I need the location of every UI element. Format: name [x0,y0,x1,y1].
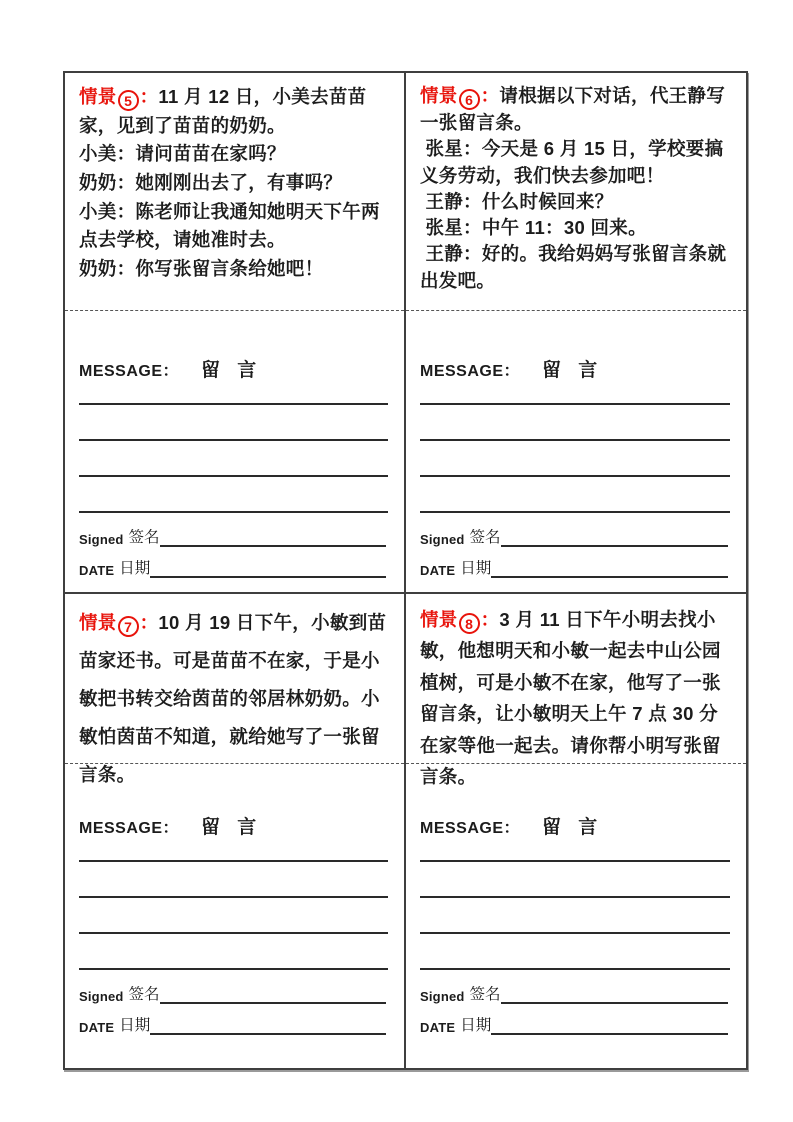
message-blank-line [79,477,388,513]
message-heading [420,355,730,382]
message-label-cn: 留 言 [201,360,263,381]
scenario-text-area [65,594,404,785]
scenario-intro: 请根据以下对话，代王静写一张留言条。 [420,85,726,133]
message-label-cn: 留 言 [201,817,263,838]
scenario-label: 情景 8 ： [420,609,500,632]
message-label: MESSAGE： [420,820,521,837]
scenario-number-badge: 5 [118,90,139,111]
message-blank-line [420,934,730,970]
signed-label: Signed [79,532,124,547]
scenario-intro: 3 月 11 日下午小明去找小敏，他想明天和小敏一起去中山公园植树，可是小敏不在家，他写了一张留言条，让小敏明天上午 7 点 30 分在家等他一起去。请你帮小明写张留言条。 [420,609,721,788]
message-form [406,311,746,592]
scenario-table [63,71,748,1070]
dialog-line: 奶奶：你写张留言条给她吧！ [79,258,324,280]
scenario-paragraph [420,83,734,294]
date-label: DATE [420,563,456,578]
signed-label-cn: 签名 [128,529,160,546]
date-label-cn: 日期 [119,560,151,577]
signed-label-cn: 签名 [469,986,501,1003]
message-label: MESSAGE： [79,820,180,837]
message-blank-line [420,898,730,934]
message-form [406,764,746,1068]
date-row [79,558,388,578]
message-heading [79,812,388,839]
message-label-cn: 留 言 [542,360,604,381]
scenario-text-area [406,73,746,310]
signed-label-cn: 签名 [128,986,160,1003]
message-blank-line [79,405,388,441]
scenario-intro: 10 月 19 日下午，小敏到苗苗家还书。可是苗苗不在家，于是小敏把书转交给茵苗的邻居林奶奶。小敏怕茵苗不知道，就给她写了一张留言条。 [79,612,387,785]
scenario-intro: 11 月 12 日，小美去苗苗家，见到了苗苗的奶奶。 [79,86,367,136]
signed-row [420,984,730,1004]
message-blank-line [420,441,730,477]
message-lines [79,839,388,970]
scenario-text-area [65,73,404,310]
date-label-cn: 日期 [460,560,492,577]
dialog-line: 王静：什么时候回来？ [420,190,614,212]
message-label: MESSAGE： [79,363,180,380]
scenario-number-badge: 6 [459,89,480,110]
message-blank-line [420,405,730,441]
message-label: MESSAGE： [420,363,521,380]
message-blank-line [420,382,730,405]
signed-label-cn: 签名 [469,529,501,546]
date-underline [491,556,728,578]
signed-underline [501,982,728,1004]
date-label-cn: 日期 [119,1017,151,1034]
message-blank-line [79,934,388,970]
message-lines [79,382,388,513]
message-blank-line [420,839,730,862]
scenario-paragraph [79,83,392,284]
date-label-cn: 日期 [460,1017,492,1034]
scenario-cell-7 [65,594,406,1068]
message-form [65,764,404,1068]
scenario-cell-5 [65,73,406,594]
date-underline [150,1013,386,1035]
dialog-line: 张星：中午 11：30 回来。 [420,217,647,239]
dialog-line: 小美：请问苗苗在家吗？ [79,143,286,165]
message-form [65,311,404,592]
message-heading [79,355,388,382]
scenario-label: 情景 6 ： [420,85,500,108]
date-underline [150,556,386,578]
dialog-line: 张星：今天是 6 月 15 日，学校要搞义务劳动，我们快去参加吧！ [420,138,724,186]
scenario-cell-8 [406,594,746,1068]
signed-row [79,984,388,1004]
signed-underline [501,525,728,547]
signed-row [79,527,388,547]
date-label: DATE [79,563,115,578]
message-blank-line [420,862,730,898]
message-label-cn: 留 言 [542,817,604,838]
message-blank-line [79,839,388,862]
scenario-label: 情景 7 ： [79,612,159,635]
date-label: DATE [420,1020,456,1035]
signed-row [420,527,730,547]
signed-label: Signed [420,532,465,547]
message-blank-line [79,862,388,898]
dialog-line: 小美：陈老师让我通知她明天下午两点去学校，请她准时去。 [79,200,380,251]
scenario-text-area [406,594,746,788]
signed-label: Signed [79,989,124,1004]
scenario-number-badge: 8 [459,613,480,634]
message-heading [420,812,730,839]
message-lines [420,839,730,970]
message-blank-line [420,477,730,513]
signed-underline [160,982,386,1004]
date-row [420,1015,730,1035]
date-row [79,1015,388,1035]
date-underline [491,1013,728,1035]
dialog-line: 王静：好的。我给妈妈写张留言条就出发吧。 [420,243,727,291]
scenario-label: 情景 5 ： [79,86,159,109]
scenario-number-badge: 7 [118,616,139,637]
signed-underline [160,525,386,547]
message-blank-line [79,898,388,934]
dialog-line: 奶奶：她刚刚出去了，有事吗？ [79,172,343,194]
date-label: DATE [79,1020,115,1035]
date-row [420,558,730,578]
scenario-cell-6 [406,73,746,594]
message-blank-line [79,382,388,405]
message-blank-line [79,441,388,477]
signed-label: Signed [420,989,465,1004]
message-lines [420,382,730,513]
